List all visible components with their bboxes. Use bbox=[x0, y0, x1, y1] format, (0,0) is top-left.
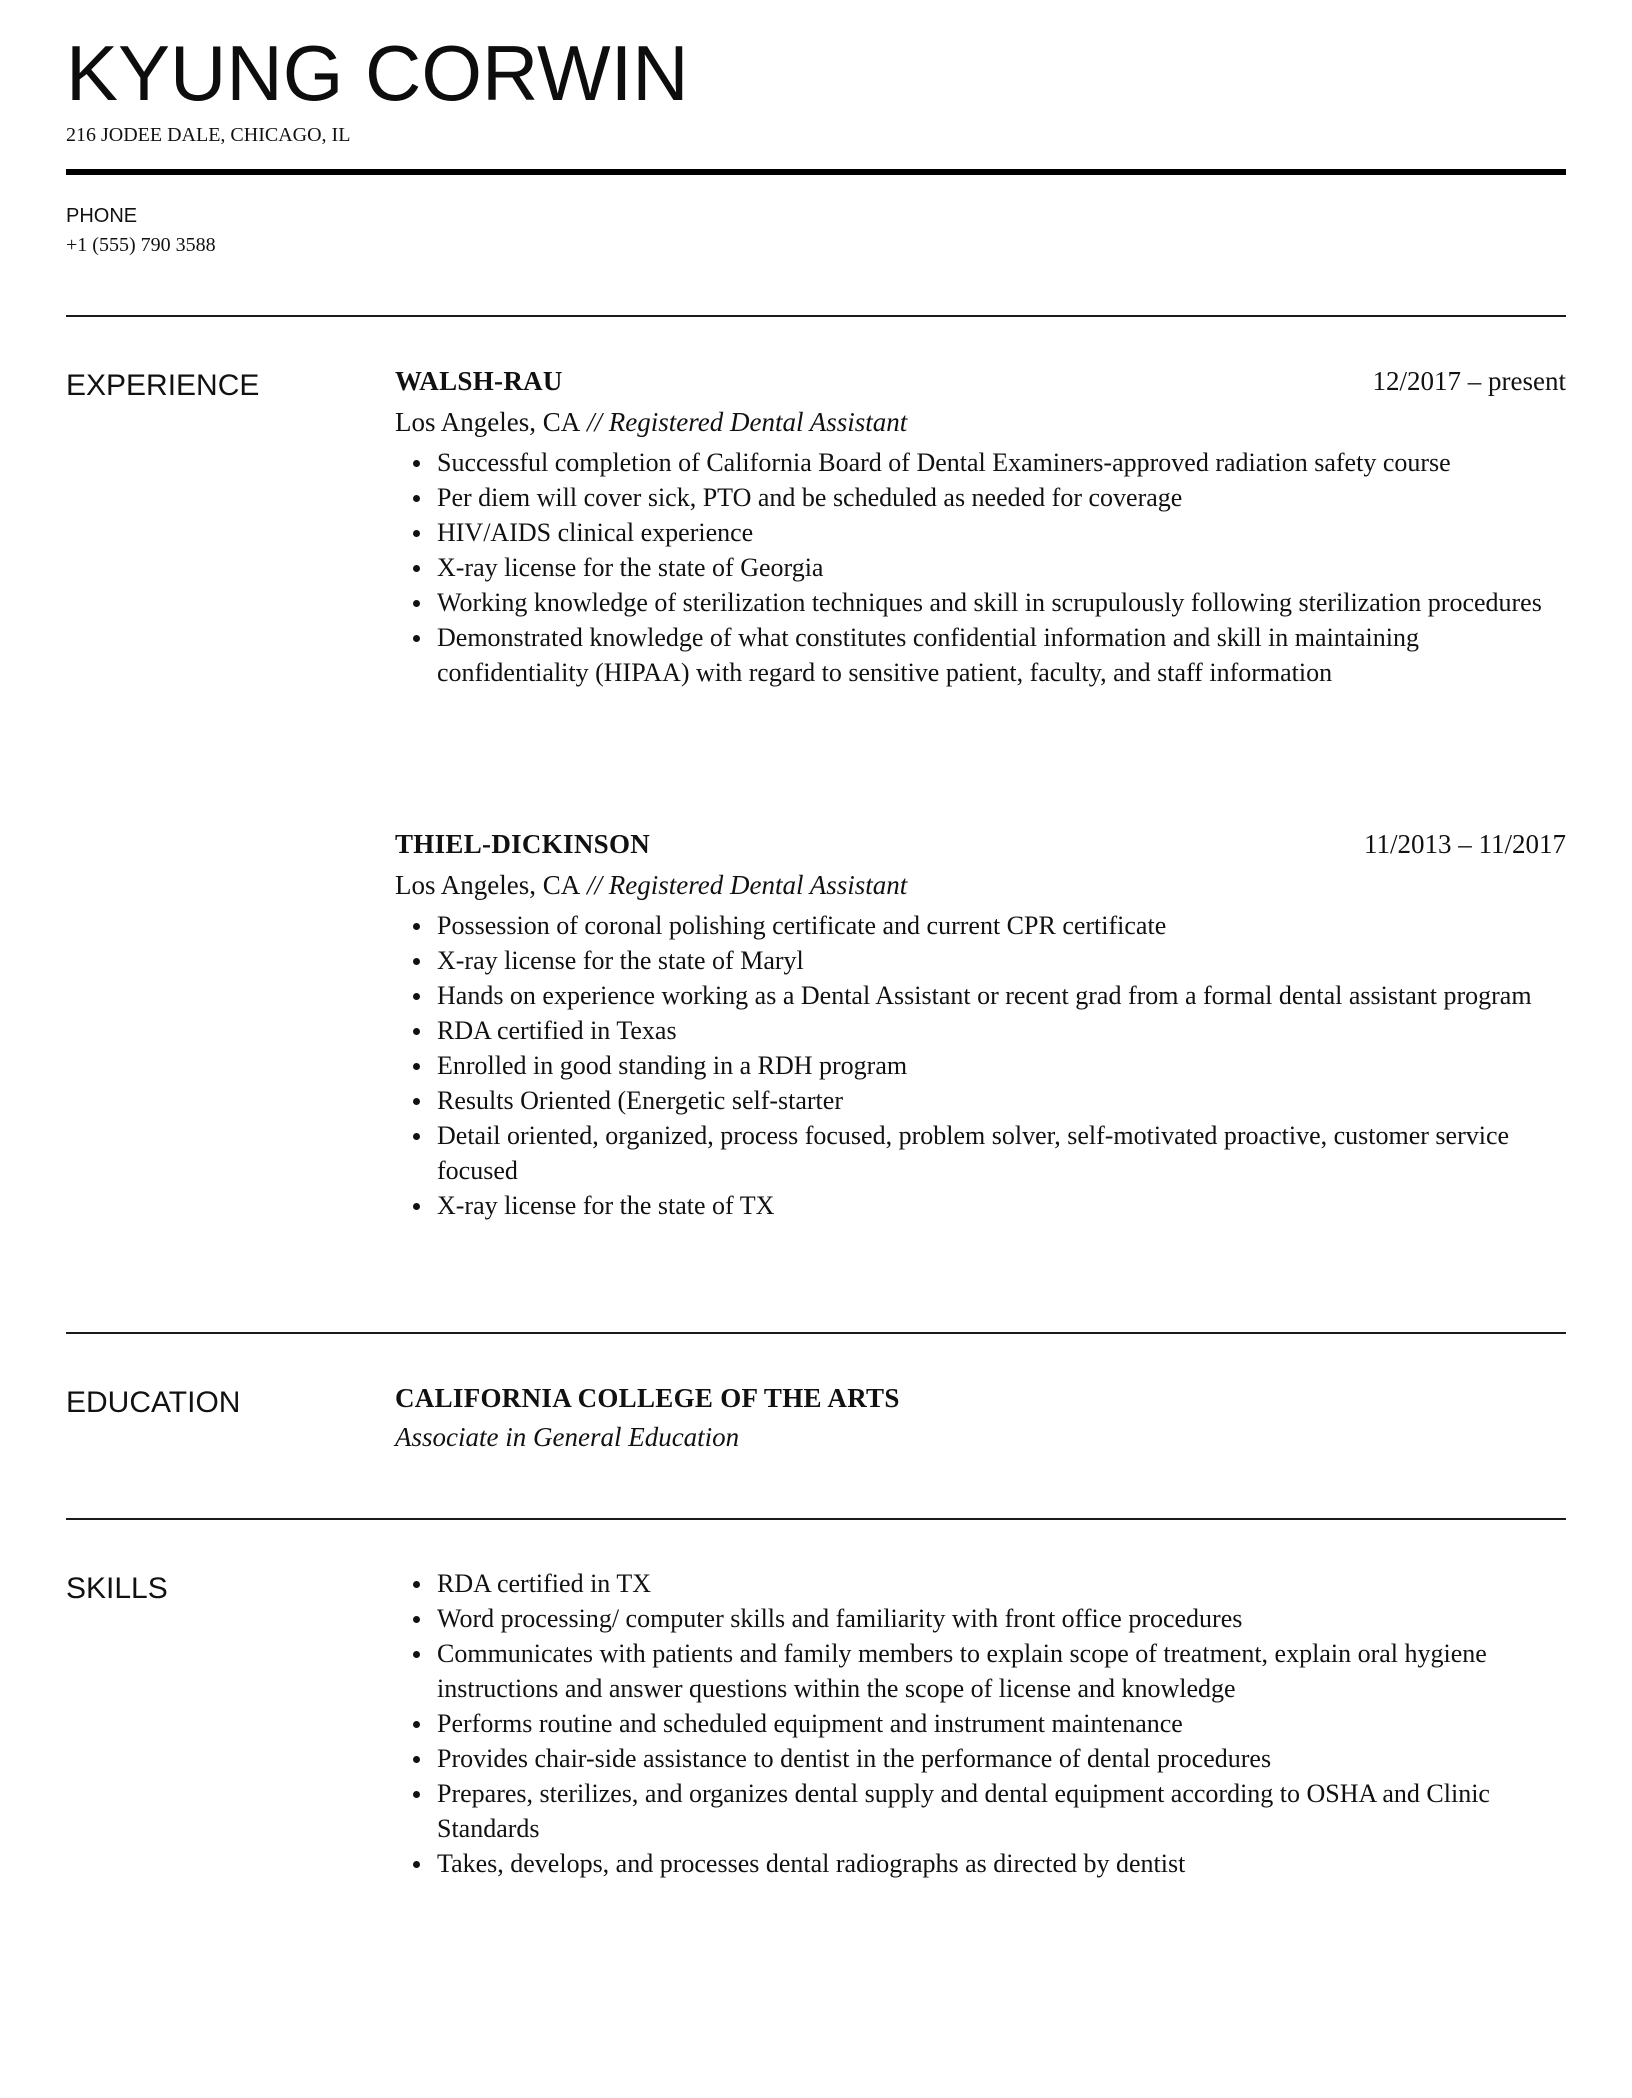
job-title: Registered Dental Assistant bbox=[608, 870, 908, 900]
skills-content bbox=[395, 1566, 1566, 1881]
candidate-name: KYUNG CORWIN bbox=[66, 29, 689, 117]
list-item: Detail oriented, organized, process focused, problem solver, self-motivated proactive, customer service focused bbox=[437, 1118, 1566, 1188]
list-item: Provides chair-side assistance to dentist in the performance of dental procedures bbox=[437, 1741, 1566, 1776]
education-content bbox=[395, 1380, 1566, 1456]
job-separator: // bbox=[580, 870, 609, 900]
list-item: Results Oriented (Energetic self-starter bbox=[437, 1083, 1566, 1118]
job-subline bbox=[395, 403, 1566, 441]
phone-value: +1 (555) 790 3588 bbox=[66, 234, 216, 256]
job-company: WALSH-RAU bbox=[395, 366, 563, 396]
list-item: Enrolled in good standing in a RDH program bbox=[437, 1048, 1566, 1083]
list-item: Hands on experience working as a Dental Assistant or recent grad from a formal dental assistant program bbox=[437, 978, 1566, 1013]
job-title: Registered Dental Assistant bbox=[608, 407, 908, 437]
job-entry bbox=[395, 826, 1566, 1223]
list-item: Takes, develops, and processes dental radiographs as directed by dentist bbox=[437, 1846, 1566, 1881]
list-item: Per diem will cover sick, PTO and be scheduled as needed for coverage bbox=[437, 480, 1566, 515]
skills-list bbox=[395, 1566, 1566, 1881]
candidate-address: 216 JODEE DALE, CHICAGO, IL bbox=[66, 124, 351, 146]
section-divider bbox=[66, 1332, 1566, 1334]
experience-heading: EXPERIENCE bbox=[66, 369, 260, 402]
list-item: Communicates with patients and family members to explain scope of treatment, explain oral hygiene instructions and answer questions within the scope of license and knowledge bbox=[437, 1636, 1566, 1706]
job-company: THIEL-DICKINSON bbox=[395, 829, 651, 859]
job-subline bbox=[395, 866, 1566, 904]
list-item: Successful completion of California Board of Dental Examiners-approved radiation safety course bbox=[437, 445, 1566, 480]
skills-heading: SKILLS bbox=[66, 1572, 168, 1605]
list-item: Prepares, sterilizes, and organizes dental supply and dental equipment according to OSHA and Clinic Standards bbox=[437, 1776, 1566, 1846]
list-item: Demonstrated knowledge of what constitutes confidential information and skill in maintaining confidentiality (HIPAA) with regard to sensitive patient, faculty, and staff information bbox=[437, 620, 1566, 690]
phone-label: PHONE bbox=[66, 205, 138, 227]
section-divider bbox=[66, 1518, 1566, 1520]
job-dates: 12/2017 – present bbox=[1372, 366, 1566, 396]
job-bullets bbox=[395, 908, 1566, 1223]
list-item: X-ray license for the state of Maryl bbox=[437, 943, 1566, 978]
list-item: Working knowledge of sterilization techniques and skill in scrupulously following sterilization procedures bbox=[437, 585, 1566, 620]
job-dates: 11/2013 – 11/2017 bbox=[1364, 829, 1566, 859]
list-item: Performs routine and scheduled equipment and instrument maintenance bbox=[437, 1706, 1566, 1741]
education-heading: EDUCATION bbox=[66, 1386, 241, 1419]
degree: Associate in General Education bbox=[395, 1422, 740, 1452]
job-separator: // bbox=[580, 407, 609, 437]
section-divider bbox=[66, 315, 1566, 317]
list-item: RDA certified in TX bbox=[437, 1566, 1566, 1601]
list-item: Word processing/ computer skills and familiarity with front office procedures bbox=[437, 1601, 1566, 1636]
job-bullets bbox=[395, 445, 1566, 690]
list-item: RDA certified in Texas bbox=[437, 1013, 1566, 1048]
school-name: CALIFORNIA COLLEGE OF THE ARTS bbox=[395, 1383, 900, 1413]
list-item: Possession of coronal polishing certificate and current CPR certificate bbox=[437, 908, 1566, 943]
header-divider bbox=[66, 169, 1566, 175]
job-entry bbox=[395, 363, 1566, 690]
list-item: X-ray license for the state of Georgia bbox=[437, 550, 1566, 585]
job-location: Los Angeles, CA bbox=[395, 407, 581, 437]
job-location: Los Angeles, CA bbox=[395, 870, 581, 900]
list-item: X-ray license for the state of TX bbox=[437, 1188, 1566, 1223]
list-item: HIV/AIDS clinical experience bbox=[437, 515, 1566, 550]
